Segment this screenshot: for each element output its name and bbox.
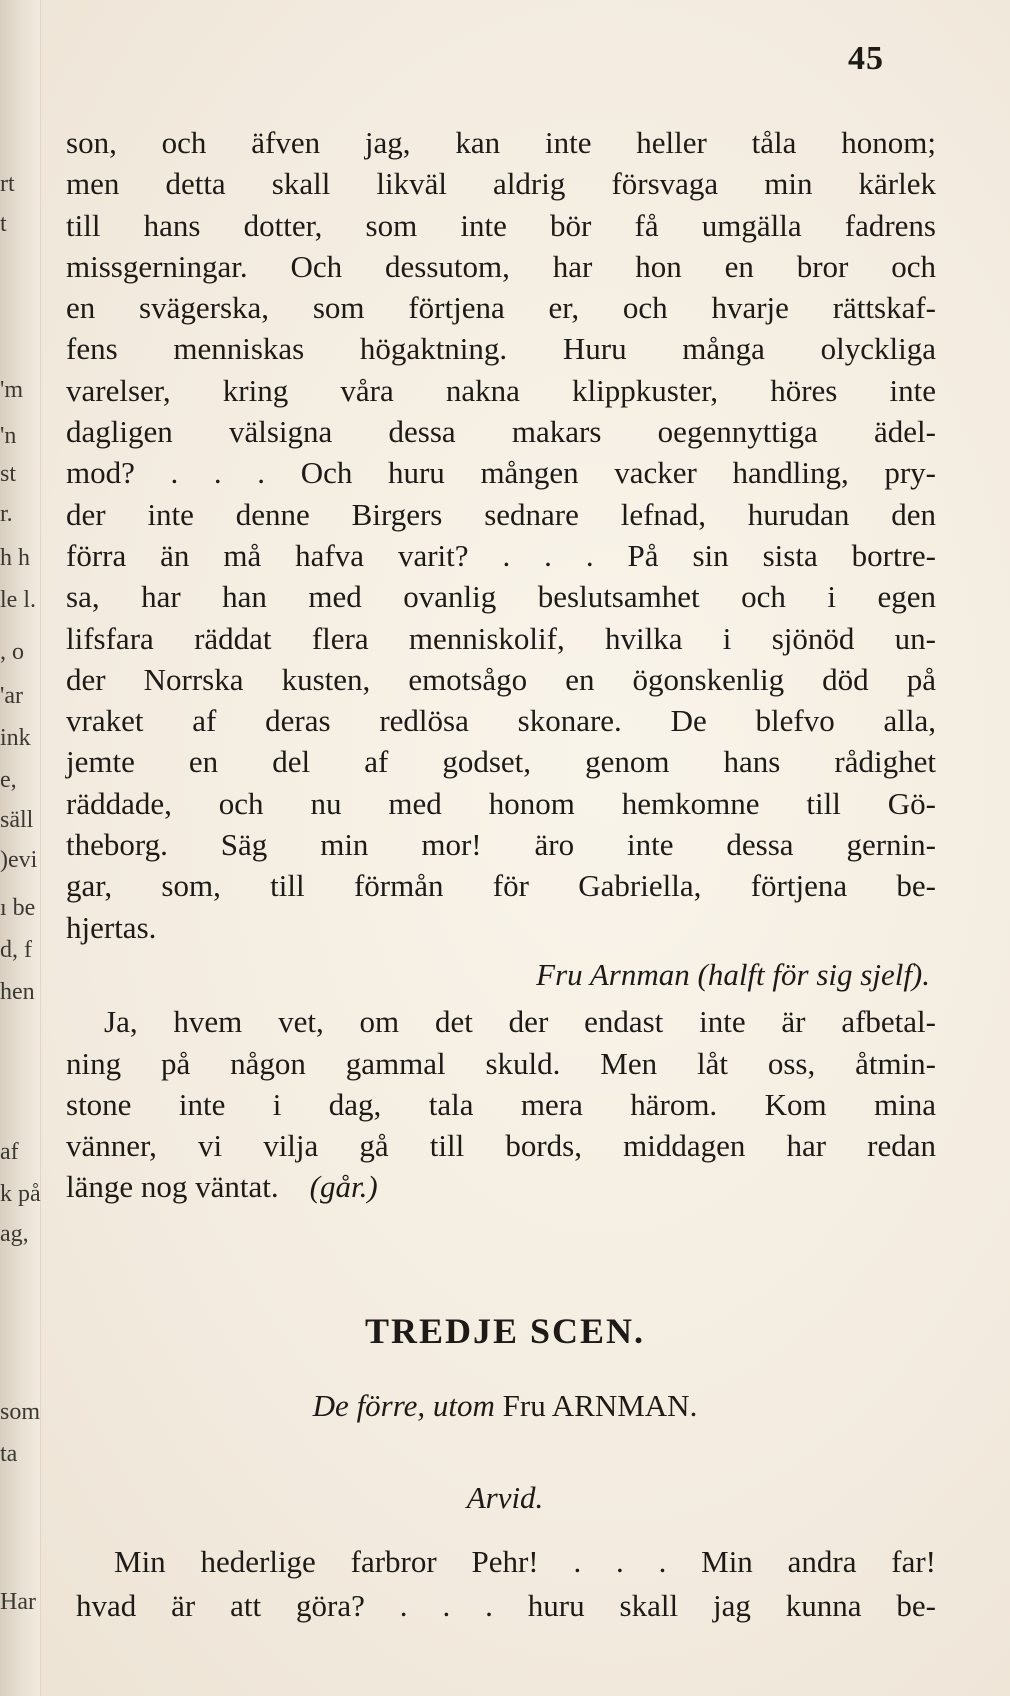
bleed-fragment: le l. <box>0 588 36 612</box>
speaker-direction: (halft för sig sjelf). <box>697 956 930 992</box>
bleed-fragment: h h <box>0 546 30 570</box>
bleed-fragment: rt <box>0 172 15 196</box>
bleed-fragment: st <box>0 462 17 486</box>
text-line: hvad är att göra? . . . huru skall jag kunna be- <box>76 1588 936 1623</box>
speaker-heading <box>66 954 936 995</box>
main-text-block <box>66 122 936 1208</box>
bleed-fragment: 'ar <box>0 684 23 708</box>
text-line: en svägerska, som förtjena er, och hvarje rättskaf- <box>66 290 936 326</box>
bleed-fragment: r. <box>0 502 13 526</box>
text-line: mod? . . . Och huru mången vacker handling, pry- <box>66 455 936 491</box>
text-line: der Norrska kusten, emotsågo en ögonskenlig död på <box>66 661 936 697</box>
text-line: hjertas. <box>66 909 157 945</box>
tail-text-block <box>76 1540 936 1628</box>
bleed-fragment: som <box>0 1400 41 1424</box>
text-line: ning på någon gammal skuld. Men låt oss, åtmin- <box>66 1045 936 1081</box>
text-line: lifsfara räddat flera menniskolif, hvilka i sjönöd un- <box>66 620 936 656</box>
text-line: gar, som, till förmån för Gabriella, förtjena be- <box>66 868 936 904</box>
text-line: vänner, vi vilja gå till bords, middagen har redan <box>66 1128 936 1164</box>
text-line: Min hederlige farbror Pehr! . . . Min andra far! <box>114 1544 936 1579</box>
text-line: stone inte i dag, tala mera härom. Kom mina <box>66 1086 936 1122</box>
text-line: men detta skall likväl aldrig försvaga min kärlek <box>66 166 936 202</box>
bleed-fragment: ı be <box>0 896 36 920</box>
text-line: räddade, och nu med honom hemkomne till Gö- <box>66 785 936 821</box>
text-line: theborg. Säg min mor! äro inte dessa gernin- <box>66 827 936 863</box>
text-line: jemte en del af godset, genom hans rådighet <box>66 744 936 780</box>
scene-cast-italic: De förre, utom <box>312 1388 495 1423</box>
text-line: förra än må hafva varit? . . . På sin sista bortre- <box>66 537 936 573</box>
text-line: vraket af deras redlösa skonare. De blefvo alla, <box>66 703 936 739</box>
bleed-fragment: säll <box>0 808 34 832</box>
bleed-fragment: e, <box>0 768 17 792</box>
bleed-fragment: ta <box>0 1442 18 1466</box>
text-line: der inte denne Birgers sednare lefnad, hurudan den <box>66 496 936 532</box>
bleed-fragment: 'n <box>0 424 17 448</box>
scene-cast <box>0 1388 1010 1424</box>
page-number: 45 <box>848 40 884 77</box>
bleed-fragment: hen <box>0 980 35 1004</box>
text-line: sa, har han med ovanlig beslutsamhet och i egen <box>66 579 936 615</box>
text-line-content: länge nog väntat. <box>66 1169 279 1205</box>
text-line: till hans dotter, som inte bör få umgälla fadrens <box>66 207 936 243</box>
stage-direction: (går.) <box>309 1169 378 1205</box>
text-line: son, och äfven jag, kan inte heller tåla honom; <box>66 125 936 160</box>
bleed-fragment: t <box>0 212 7 236</box>
speaker-heading: Arvid. <box>466 1480 544 1515</box>
scene-cast-plain: Fru ARNMAN. <box>502 1388 698 1423</box>
scene-title: TREDJE SCEN. <box>364 1311 646 1351</box>
text-line: varelser, kring våra nakna klippkuster, höres inte <box>66 372 936 408</box>
bleed-fragment: d, f <box>0 938 32 962</box>
bleed-fragment: , o <box>0 640 24 664</box>
bleed-fragment: )evi <box>0 848 38 872</box>
text-line: missgerningar. Och dessutom, har hon en bror och <box>66 248 936 284</box>
text-line: fens menniskas högaktning. Huru många olyckliga <box>66 331 936 367</box>
speaker-name: Fru Arnman <box>536 956 690 992</box>
text-line <box>66 1166 936 1207</box>
bleed-fragment: 'm <box>0 378 23 402</box>
bleed-fragment: ag, <box>0 1222 29 1246</box>
text-line: dagligen välsigna dessa makars oegennyttiga ädel- <box>66 414 936 450</box>
text-line: Ja, hvem vet, om det der endast inte är afbetal- <box>104 1004 936 1040</box>
bleed-fragment: k på <box>0 1182 41 1206</box>
bleed-fragment: ink <box>0 726 31 750</box>
bleed-fragment: af <box>0 1140 19 1164</box>
bleed-fragment: Har <box>0 1590 36 1614</box>
